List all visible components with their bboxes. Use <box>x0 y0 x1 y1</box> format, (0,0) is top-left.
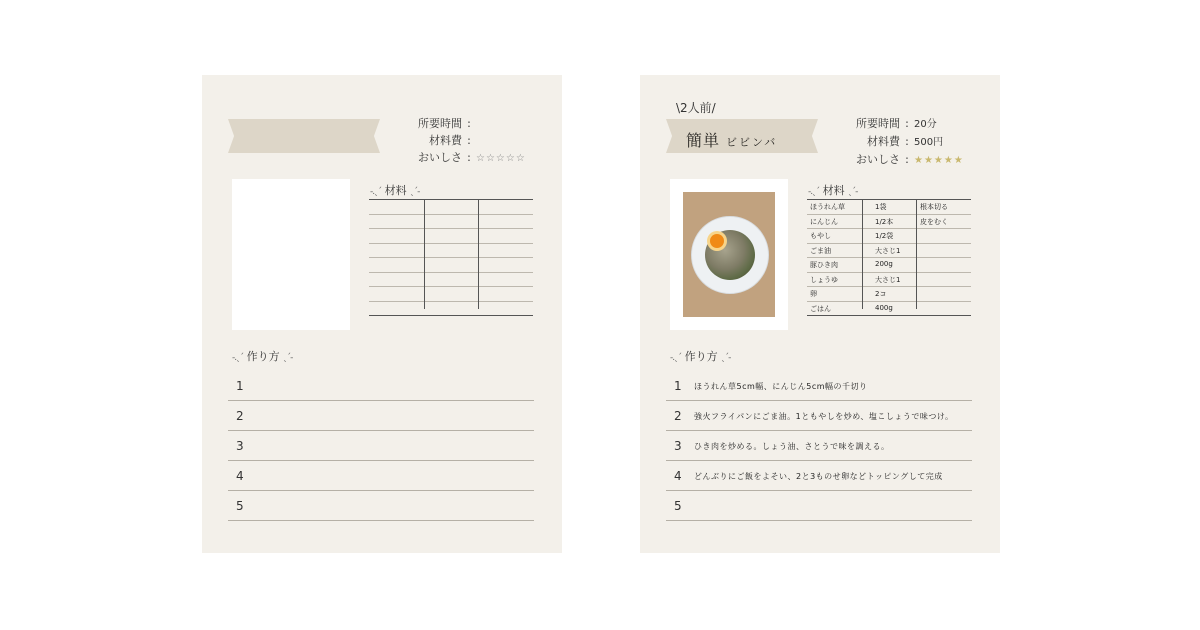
step-row: 1 ほうれん草5cm幅、にんじん5cm幅の千切り <box>666 371 972 401</box>
table-divider <box>478 199 479 309</box>
time-row: 所要時間 : <box>410 115 526 132</box>
recipe-title: 簡単 ビビンバ <box>686 131 778 150</box>
table-divider <box>424 199 425 309</box>
table-divider <box>916 199 917 309</box>
recipe-photo-frame <box>670 179 788 330</box>
serving-size: \2人前/ <box>676 101 716 115</box>
cost-row: 材料費 : <box>410 132 526 149</box>
table-row: しょうゆ 大さじ1 <box>807 273 971 288</box>
step-row: 2 強火フライパンにごま油。1ともやしを炒め、塩こしょうで味つけ。 <box>666 401 972 431</box>
rating-stars: ★★★★★ <box>914 155 964 166</box>
ingredients-heading: -.ˎˊ 材料 ˎˊ- <box>808 184 858 197</box>
steps-list <box>666 371 972 521</box>
step-row: 3 <box>228 431 534 461</box>
table-row <box>369 287 533 302</box>
photo-placeholder <box>232 179 350 330</box>
table-row: 豚ひき肉 200g <box>807 258 971 273</box>
cost-label: 材料費 <box>429 134 462 147</box>
step-row: 1 <box>228 371 534 401</box>
table-row <box>369 258 533 273</box>
step-row: 5 <box>666 491 972 521</box>
taste-label: おいしさ <box>418 151 462 164</box>
time-value: 20分 <box>914 119 937 130</box>
time-label: 所要時間 <box>418 117 462 130</box>
taste-label: おいしさ <box>856 153 900 166</box>
steps-heading: -.ˎˊ 作り方 ˎˊ- <box>232 350 293 363</box>
steps-list <box>228 371 534 521</box>
ingredients-table <box>807 199 971 316</box>
egg-yolk <box>710 234 724 248</box>
table-row: もやし 1/2袋 <box>807 229 971 244</box>
cost-value: 500円 <box>914 137 944 148</box>
ingredients-table <box>369 199 533 316</box>
time-label: 所要時間 <box>856 117 900 130</box>
step-text: ひき肉を炒める。しょう油、さとうで味を調える。 <box>694 442 890 451</box>
recipe-meta <box>410 115 526 167</box>
step-row: 3 ひき肉を炒める。しょう油、さとうで味を調える。 <box>666 431 972 461</box>
cost-label: 材料費 <box>867 135 900 148</box>
table-row: にんじん 1/2本 皮をむく <box>807 215 971 230</box>
step-row: 4 <box>228 461 534 491</box>
step-row: 2 <box>228 401 534 431</box>
step-text: ほうれん草5cm幅、にんじん5cm幅の千切り <box>694 382 868 391</box>
taste-row: おいしさ : ★★★★★ <box>848 151 964 169</box>
recipe-subtitle: ビビンバ <box>726 136 778 149</box>
table-row: ほうれん草 1袋 根本切る <box>807 199 971 215</box>
table-row: ごま油 大さじ1 <box>807 244 971 259</box>
table-row <box>369 244 533 259</box>
bibimbap-photo <box>683 192 775 317</box>
table-row <box>369 302 533 317</box>
recipe-meta <box>848 115 964 169</box>
time-row: 所要時間 : 20分 <box>848 115 964 133</box>
table-row: ごはん 400g <box>807 302 971 317</box>
step-text: 強火フライパンにごま油。1ともやしを炒め、塩こしょうで味つけ。 <box>694 412 954 421</box>
table-row <box>369 199 533 215</box>
taste-row: おいしさ : ☆☆☆☆☆ <box>410 149 526 167</box>
ingredients-heading: -.ˎˊ 材料 ˎˊ- <box>370 184 420 197</box>
table-row <box>369 229 533 244</box>
cost-row: 材料費 : 500円 <box>848 133 964 151</box>
rating-stars: ☆☆☆☆☆ <box>476 153 526 164</box>
blank-recipe-card <box>202 75 562 553</box>
step-row: 5 <box>228 491 534 521</box>
table-row <box>369 215 533 230</box>
table-divider <box>862 199 863 309</box>
step-row: 4 どんぶりにご飯をよそい、2と3ものせ卵などトッピングして完成 <box>666 461 972 491</box>
bowl-image <box>691 216 769 294</box>
step-text: どんぶりにご飯をよそい、2と3ものせ卵などトッピングして完成 <box>694 472 943 481</box>
filled-recipe-card <box>640 75 1000 553</box>
table-row <box>369 273 533 288</box>
title-banner <box>228 119 380 153</box>
table-row: 卵 2コ <box>807 287 971 302</box>
steps-heading: -.ˎˊ 作り方 ˎˊ- <box>670 350 731 363</box>
